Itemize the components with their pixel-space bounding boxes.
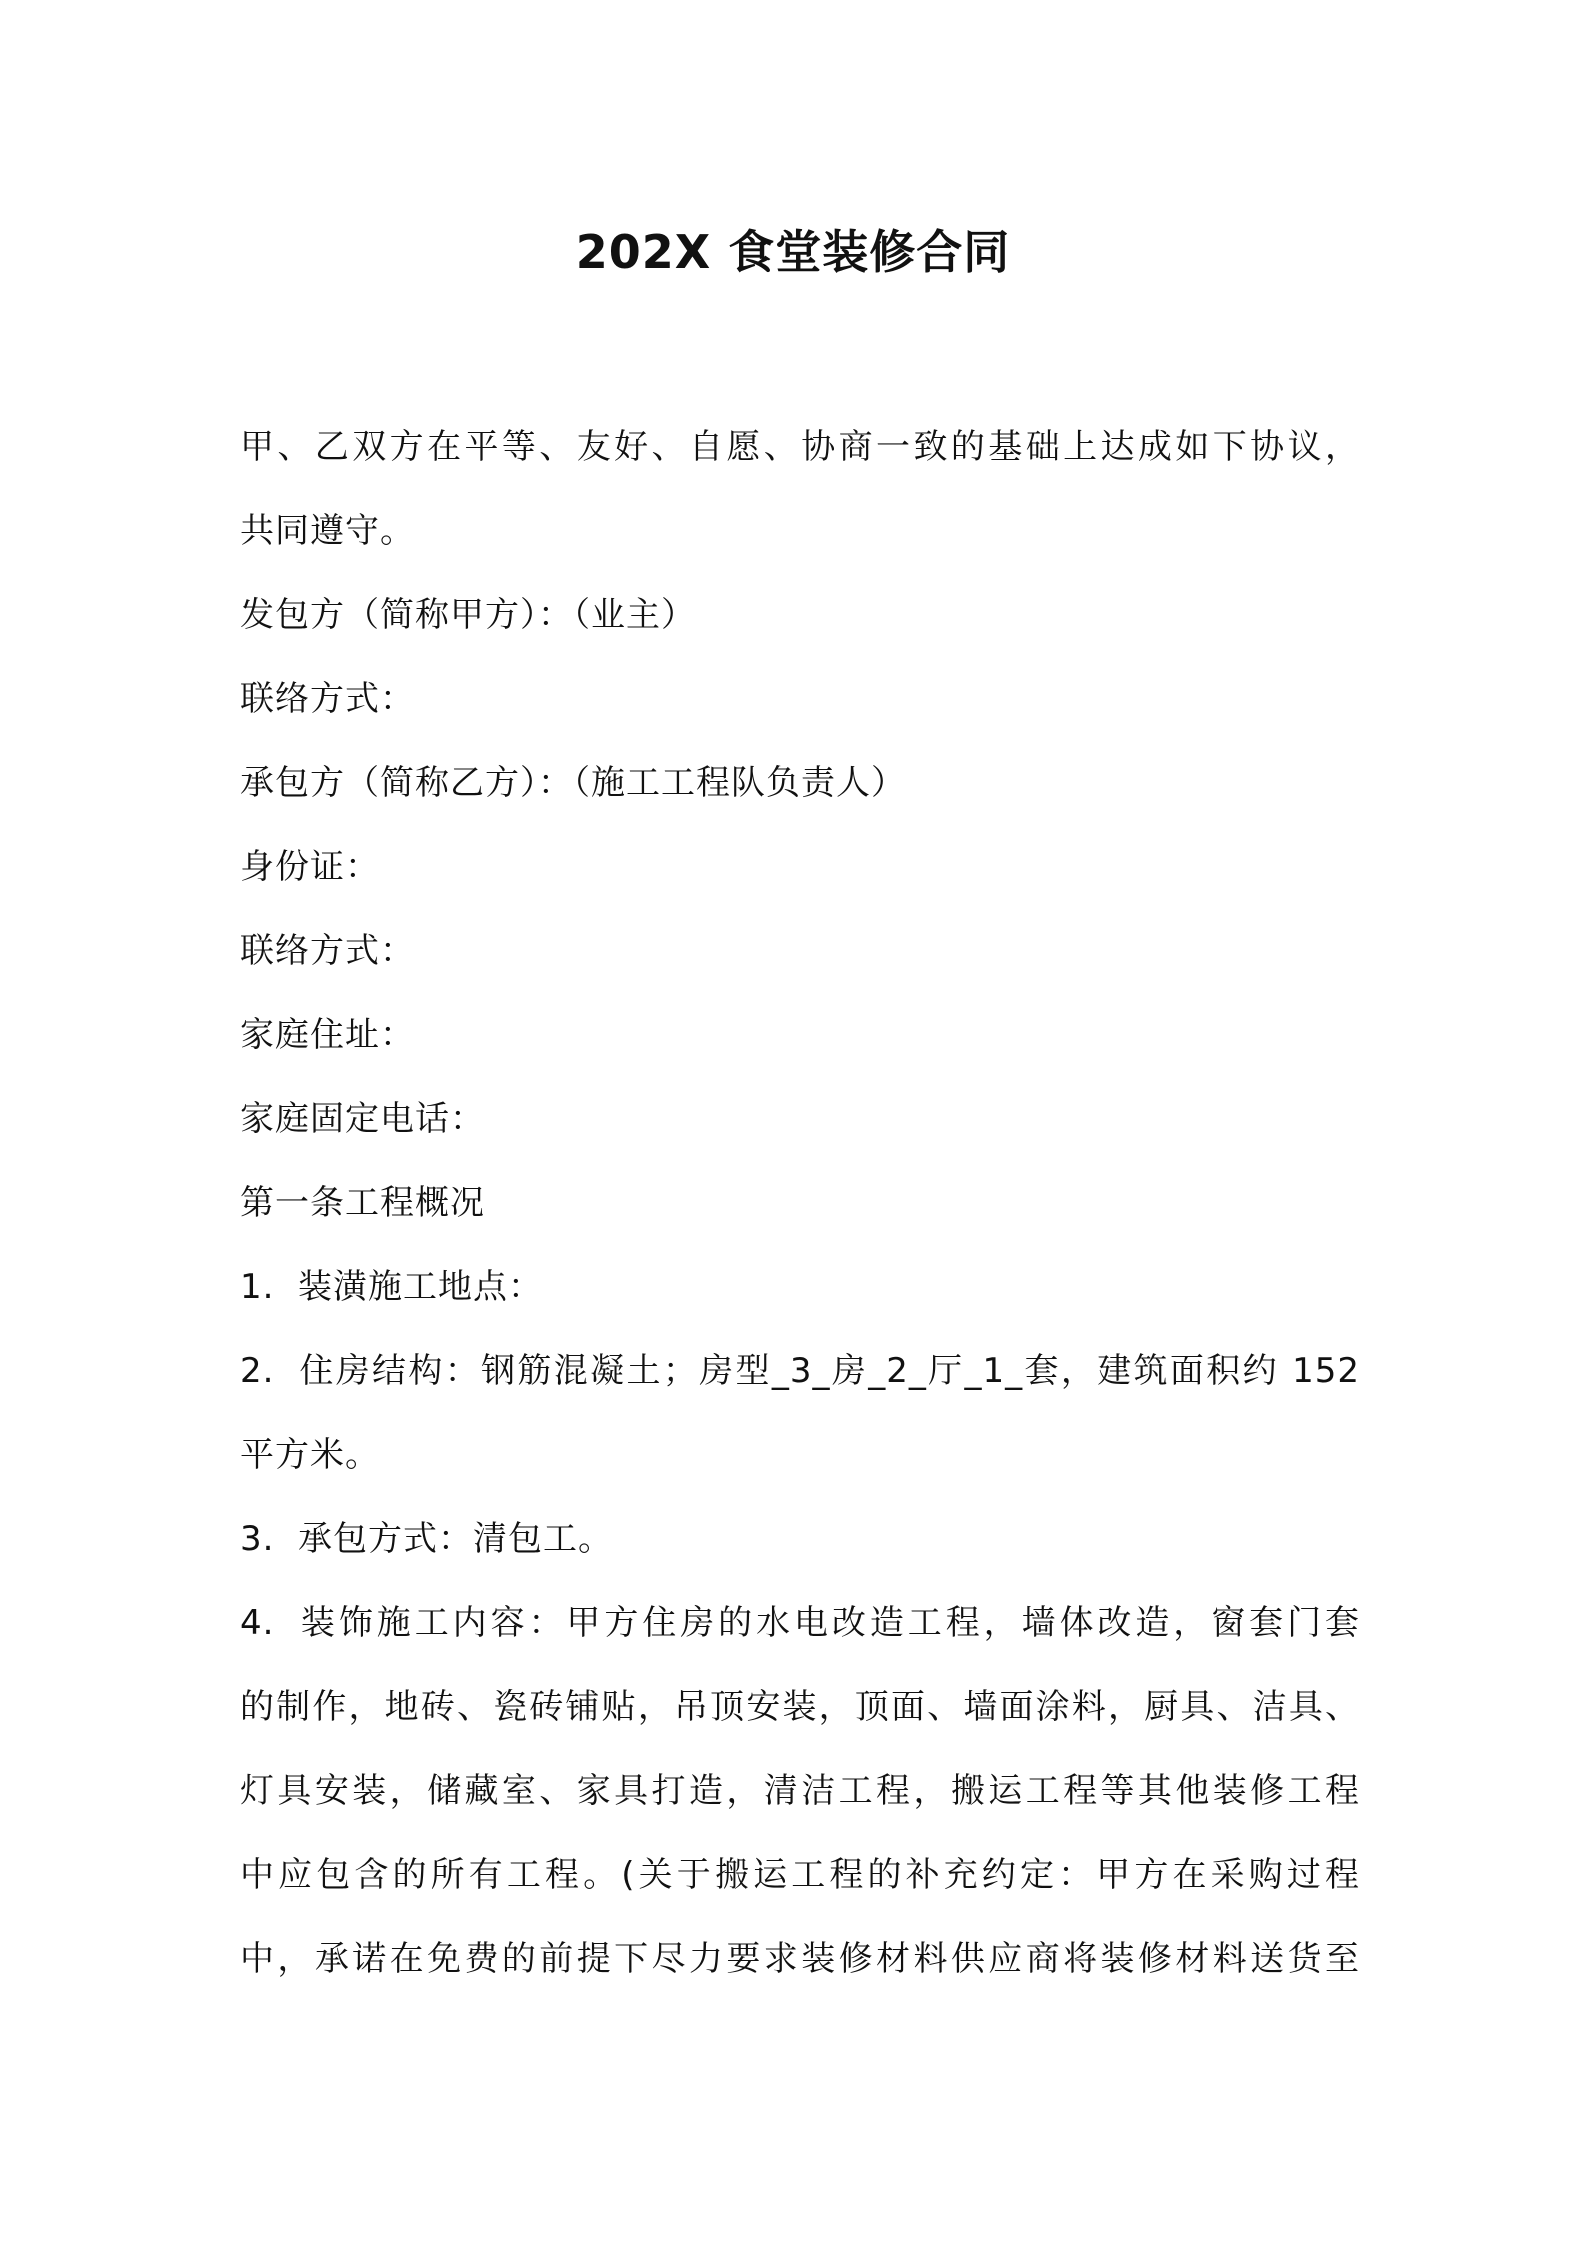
list-item-number: 3. (240, 1519, 275, 1559)
list-item-4-continuation: 中应包含的所有工程。(关于搬运工程的补充约定：甲方在采购过程 (240, 1855, 1360, 1895)
list-item-3 (240, 1497, 1360, 1581)
party-b-address-label: 家庭住址： (240, 1015, 415, 1055)
party-a-label: 发包方（简称甲方）：（业主） (240, 595, 696, 635)
list-item-number: 4. (240, 1603, 275, 1643)
list-item-2-continuation: 平方米。 (240, 1435, 380, 1475)
party-a-contact-label: 联络方式： (240, 679, 415, 719)
party-b-id-label: 身份证： (240, 847, 380, 887)
party-b-label: 承包方（简称乙方）：（施工工程队负责人） (240, 763, 906, 803)
list-item-number: 2. (240, 1351, 275, 1391)
section-heading: 第一条工程概况 (240, 1183, 485, 1223)
list-item-number: 1. (240, 1267, 275, 1307)
list-item-1 (240, 1245, 1360, 1329)
document-body (240, 405, 1360, 2001)
party-b-phone-label: 家庭固定电话： (240, 1099, 485, 1139)
list-item-2 (240, 1329, 1360, 1413)
intro-line-1: 甲、乙双方在平等、友好、自愿、协商一致的基础上达成如下协议， (240, 427, 1360, 467)
party-b-contact-label: 联络方式： (240, 931, 415, 971)
list-item-text: 承包方式：清包工。 (298, 1519, 613, 1559)
list-item-4-continuation: 的制作，地砖、瓷砖铺贴，吊顶安装，顶面、墙面涂料，厨具、洁具、 (240, 1687, 1360, 1727)
document-title: 202X 食堂装修合同 (575, 225, 1011, 279)
list-item-4 (240, 1581, 1360, 1665)
intro-line-2: 共同遵守。 (240, 511, 415, 551)
list-item-4-continuation: 中，承诺在免费的前提下尽力要求装修材料供应商将装修材料送货至 (240, 1939, 1360, 1979)
list-item-text: 住房结构：钢筋混凝土；房型_3_房_2_厅_1_套，建筑面积约 152 (298, 1351, 1360, 1391)
list-item-text: 装饰施工内容：甲方住房的水电改造工程，墙体改造，窗套门套 (298, 1603, 1360, 1643)
list-item-4-continuation: 灯具安装，储藏室、家具打造，清洁工程，搬运工程等其他装修工程 (240, 1771, 1360, 1811)
list-item-text: 装潢施工地点： (298, 1267, 543, 1307)
